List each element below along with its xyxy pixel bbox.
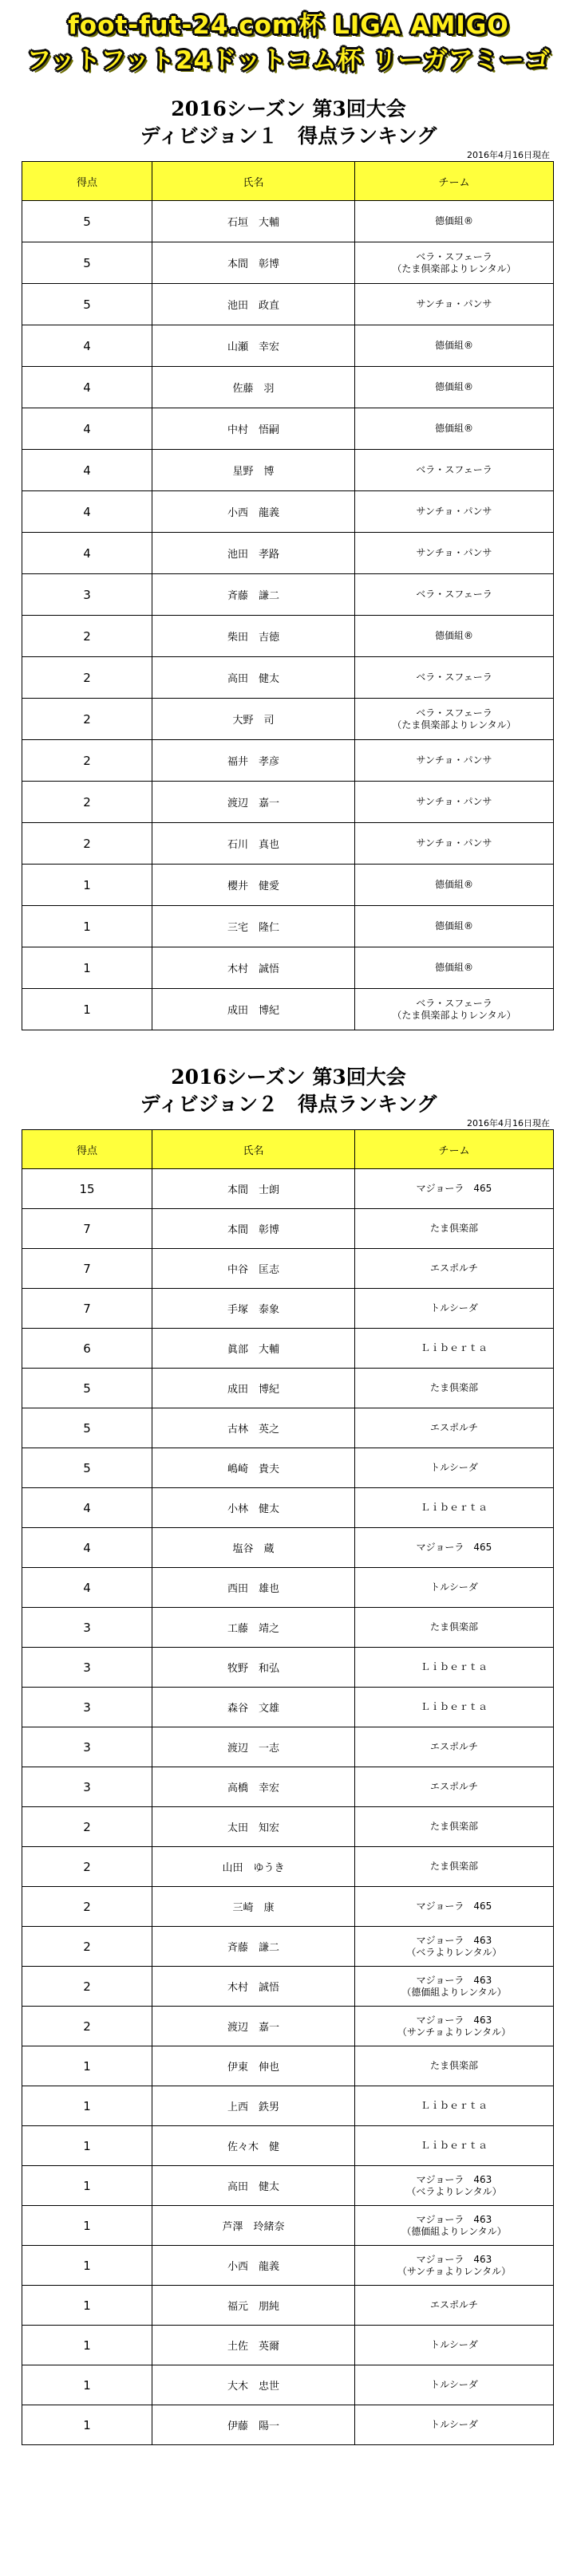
- points-cell: 4: [22, 1528, 152, 1568]
- team-name: 德価組®: [434, 423, 473, 434]
- points-cell: 1: [22, 2046, 152, 2086]
- points-cell: 2: [22, 1887, 152, 1927]
- points-cell: 3: [22, 1727, 152, 1767]
- table-row: [22, 533, 554, 574]
- table-row: [22, 906, 554, 947]
- table-row: [22, 1847, 554, 1887]
- table-row: [22, 2286, 554, 2326]
- table-row: [22, 2007, 554, 2046]
- team-name: マジョーラ 465: [416, 1183, 492, 1194]
- points-cell: 2: [22, 823, 152, 865]
- points-cell: 2: [22, 1967, 152, 2007]
- team-name: 德価組®: [434, 920, 473, 932]
- table-row: [22, 325, 554, 367]
- table-row: [22, 1608, 554, 1648]
- team-name: サンチョ・パンサ: [416, 547, 492, 558]
- team-name: たま倶楽部: [429, 1621, 478, 1633]
- team-name: ベラ・スフェーラ: [416, 464, 492, 475]
- team-name: サンチョ・パンサ: [416, 796, 492, 807]
- table-row: [22, 782, 554, 823]
- team-cell: [355, 2365, 554, 2405]
- player-name-cell: 成田 博紀: [152, 989, 355, 1030]
- player-name-cell: 手塚 泰象: [152, 1289, 355, 1329]
- team-cell: [355, 1488, 554, 1528]
- player-name-cell: 森谷 文雄: [152, 1688, 355, 1727]
- team-cell: [355, 408, 554, 450]
- team-name: マジョーラ 465: [416, 1542, 492, 1553]
- points-cell: 1: [22, 906, 152, 947]
- table-row: [22, 1568, 554, 1608]
- team-cell: [355, 657, 554, 699]
- table-row: [22, 408, 554, 450]
- points-cell: 2: [22, 1807, 152, 1847]
- team-name: トルシーダ: [430, 1302, 478, 1314]
- team-cell: [355, 1568, 554, 1608]
- team-name: トルシーダ: [430, 2379, 478, 2390]
- team-cell: [355, 1209, 554, 1249]
- player-name-cell: 石川 真也: [152, 823, 355, 865]
- team-cell: [355, 1807, 554, 1847]
- header-points: 得点: [22, 1130, 152, 1169]
- player-name-cell: 高橋 幸宏: [152, 1767, 355, 1807]
- team-cell: [355, 2206, 554, 2246]
- team-rental-note: （ベラよりレンタル）: [406, 2185, 502, 2197]
- team-name: マジョーラ 465: [416, 1900, 492, 1912]
- team-name: ベラ・スフェーラ: [416, 707, 492, 719]
- player-name-cell: 木村 誠悟: [152, 947, 355, 989]
- points-cell: 6: [22, 1329, 152, 1369]
- points-cell: 3: [22, 1608, 152, 1648]
- header-name: 氏名: [152, 1130, 355, 1169]
- header-name: 氏名: [152, 162, 355, 201]
- table-row: [22, 2206, 554, 2246]
- points-cell: 3: [22, 1648, 152, 1688]
- team-cell: [355, 2326, 554, 2365]
- points-cell: 5: [22, 242, 152, 284]
- team-name: ベラ・スフェーラ: [416, 250, 492, 262]
- banner-title-line1: foot-fut-24.com杯 LIGA AMIGO: [68, 11, 509, 40]
- team-cell: [355, 1169, 554, 1209]
- points-cell: 2: [22, 657, 152, 699]
- table-row: [22, 1967, 554, 2007]
- points-cell: 7: [22, 1249, 152, 1289]
- points-cell: 3: [22, 1688, 152, 1727]
- player-name-cell: 本間 士朗: [152, 1169, 355, 1209]
- points-cell: 7: [22, 1209, 152, 1249]
- points-cell: 5: [22, 201, 152, 242]
- team-cell: [355, 1847, 554, 1887]
- team-cell: [355, 1448, 554, 1488]
- table-row: [22, 1488, 554, 1528]
- team-cell: [355, 2166, 554, 2206]
- division2-date-stamp: 2016年4月16日現在: [467, 1118, 550, 1128]
- table-row: [22, 201, 554, 242]
- team-cell: [355, 1329, 554, 1369]
- player-name-cell: 福元 朋純: [152, 2286, 355, 2326]
- team-name: マジョーラ 463: [416, 2253, 492, 2265]
- team-cell: [355, 823, 554, 865]
- division2-table-body: [22, 1169, 554, 2445]
- team-rental-note: （たま倶楽部よりレンタル）: [392, 719, 516, 731]
- points-cell: 4: [22, 533, 152, 574]
- team-cell: [355, 1688, 554, 1727]
- header-row: [22, 1130, 554, 1169]
- team-name: 德価組®: [434, 340, 473, 351]
- table-row: [22, 1807, 554, 1847]
- player-name-cell: 斉藤 謙二: [152, 574, 355, 616]
- header-points: 得点: [22, 162, 152, 201]
- table-row: [22, 1688, 554, 1727]
- team-name: マジョーラ 463: [416, 2213, 492, 2225]
- team-cell: [355, 782, 554, 823]
- points-cell: 1: [22, 947, 152, 989]
- points-cell: 1: [22, 2166, 152, 2206]
- team-name: エスポルチ: [429, 1741, 478, 1752]
- player-name-cell: 中谷 匡志: [152, 1249, 355, 1289]
- table-row: [22, 2326, 554, 2365]
- team-name: トルシーダ: [430, 2339, 478, 2350]
- division2-heading: [0, 1064, 577, 1118]
- player-name-cell: 大野 司: [152, 699, 355, 740]
- player-name-cell: 塩谷 蔵: [152, 1528, 355, 1568]
- table-row: [22, 2086, 554, 2126]
- points-cell: 5: [22, 1408, 152, 1448]
- table-row: [22, 699, 554, 740]
- player-name-cell: 嶋崎 貴夫: [152, 1448, 355, 1488]
- team-name: サンチョ・パンサ: [416, 837, 492, 849]
- team-cell: [355, 865, 554, 906]
- points-cell: 2: [22, 2007, 152, 2046]
- team-name: 德価組®: [434, 215, 473, 226]
- table-row: [22, 2126, 554, 2166]
- team-name: マジョーラ 463: [416, 1934, 492, 1946]
- table-row: [22, 1249, 554, 1289]
- team-name: 德価組®: [434, 630, 473, 641]
- team-name: エスポルチ: [429, 1422, 478, 1433]
- player-name-cell: 佐藤 羽: [152, 367, 355, 408]
- team-name: Ｌｉｂｅｒｔａ: [420, 1502, 488, 1513]
- player-name-cell: 星野 博: [152, 450, 355, 491]
- team-cell: [355, 2405, 554, 2445]
- team-cell: [355, 325, 554, 367]
- table-row: [22, 1767, 554, 1807]
- table-row: [22, 2365, 554, 2405]
- team-rental-note: （ベラよりレンタル）: [406, 1946, 502, 1958]
- division1-heading: [0, 96, 577, 150]
- player-name-cell: 木村 誠悟: [152, 1967, 355, 2007]
- team-cell: [355, 2046, 554, 2086]
- points-cell: 5: [22, 284, 152, 325]
- player-name-cell: 山田 ゆうき: [152, 1847, 355, 1887]
- table-row: [22, 1448, 554, 1488]
- team-cell: [355, 1528, 554, 1568]
- division1-title-line1: 2016シーズン 第3回大会: [171, 97, 406, 120]
- banner: [0, 0, 577, 96]
- table-row: [22, 1369, 554, 1408]
- team-name: マジョーラ 463: [416, 2014, 492, 2026]
- player-name-cell: 石垣 大輔: [152, 201, 355, 242]
- table-row: [22, 284, 554, 325]
- points-cell: 4: [22, 408, 152, 450]
- player-name-cell: 池田 孝路: [152, 533, 355, 574]
- table-row: [22, 989, 554, 1030]
- table-row: [22, 1648, 554, 1688]
- team-cell: [355, 2246, 554, 2286]
- team-name: たま倶楽部: [429, 1223, 478, 1234]
- table-row: [22, 1289, 554, 1329]
- team-cell: [355, 2286, 554, 2326]
- table-row: [22, 865, 554, 906]
- points-cell: 1: [22, 2405, 152, 2445]
- table-row: [22, 242, 554, 284]
- player-name-cell: 牧野 和弘: [152, 1648, 355, 1688]
- player-name-cell: 中村 悟嗣: [152, 408, 355, 450]
- table-row: [22, 491, 554, 533]
- team-name: ベラ・スフェーラ: [416, 997, 492, 1009]
- team-name: たま倶楽部: [429, 1821, 478, 1832]
- player-name-cell: 太田 知宏: [152, 1807, 355, 1847]
- team-cell: [355, 1927, 554, 1967]
- team-cell: [355, 450, 554, 491]
- team-cell: [355, 574, 554, 616]
- player-name-cell: 本間 彰博: [152, 1209, 355, 1249]
- points-cell: 2: [22, 1847, 152, 1887]
- player-name-cell: 西田 雄也: [152, 1568, 355, 1608]
- points-cell: 1: [22, 2086, 152, 2126]
- points-cell: 2: [22, 782, 152, 823]
- division2-section: [0, 1064, 577, 2445]
- points-cell: 1: [22, 2206, 152, 2246]
- division1-date-stamp: 2016年4月16日現在: [467, 150, 550, 160]
- player-name-cell: 斉藤 謙二: [152, 1927, 355, 1967]
- points-cell: 4: [22, 450, 152, 491]
- player-name-cell: 眞部 大輔: [152, 1329, 355, 1369]
- points-cell: 4: [22, 1568, 152, 1608]
- header-team: チーム: [355, 162, 554, 201]
- player-name-cell: 櫻井 健愛: [152, 865, 355, 906]
- team-rental-note: （たま倶楽部よりレンタル）: [392, 262, 516, 274]
- team-name: Ｌｉｂｅｒｔａ: [420, 1661, 488, 1672]
- points-cell: 15: [22, 1169, 152, 1209]
- player-name-cell: 本間 彰博: [152, 242, 355, 284]
- points-cell: 1: [22, 2126, 152, 2166]
- team-rental-note: （德価組よりレンタル）: [401, 2225, 507, 2237]
- table-row: [22, 2166, 554, 2206]
- player-name-cell: 高田 健太: [152, 2166, 355, 2206]
- points-cell: 4: [22, 325, 152, 367]
- division2-table: [22, 1129, 554, 2445]
- division1-section: [0, 96, 577, 1030]
- table-row: [22, 1887, 554, 1927]
- points-cell: 3: [22, 574, 152, 616]
- player-name-cell: 小西 龍義: [152, 491, 355, 533]
- points-cell: 2: [22, 699, 152, 740]
- team-cell: [355, 201, 554, 242]
- team-rental-note: （サンチョよりレンタル）: [397, 2026, 512, 2038]
- player-name-cell: 池田 政直: [152, 284, 355, 325]
- team-cell: [355, 2126, 554, 2166]
- points-cell: 2: [22, 1927, 152, 1967]
- team-name: エスポルチ: [429, 1781, 478, 1792]
- points-cell: 7: [22, 1289, 152, 1329]
- team-cell: [355, 1369, 554, 1408]
- team-name: Ｌｉｂｅｒｔａ: [420, 2100, 488, 2111]
- team-name: たま倶楽部: [429, 1382, 478, 1393]
- player-name-cell: 大木 忠世: [152, 2365, 355, 2405]
- table-row: [22, 1528, 554, 1568]
- points-cell: 1: [22, 2326, 152, 2365]
- player-name-cell: 渡辺 嘉一: [152, 782, 355, 823]
- team-name: 德価組®: [434, 962, 473, 973]
- division1-table: [22, 161, 554, 1030]
- player-name-cell: 土佐 英爾: [152, 2326, 355, 2365]
- player-name-cell: 成田 博紀: [152, 1369, 355, 1408]
- team-cell: [355, 242, 554, 284]
- team-name: エスポルチ: [429, 1262, 478, 1274]
- header-team: チーム: [355, 1130, 554, 1169]
- points-cell: 1: [22, 865, 152, 906]
- team-cell: [355, 2007, 554, 2046]
- table-row: [22, 823, 554, 865]
- table-row: [22, 2046, 554, 2086]
- table-row: [22, 740, 554, 782]
- player-name-cell: 小西 龍義: [152, 2246, 355, 2286]
- team-name: たま倶楽部: [429, 2060, 478, 2071]
- team-cell: [355, 906, 554, 947]
- team-cell: [355, 1608, 554, 1648]
- table-row: [22, 1329, 554, 1369]
- team-name: エスポルチ: [429, 2299, 478, 2310]
- player-name-cell: 三宅 隆仁: [152, 906, 355, 947]
- table-row: [22, 367, 554, 408]
- player-name-cell: 工藤 靖之: [152, 1608, 355, 1648]
- table-row: [22, 1727, 554, 1767]
- team-name: トルシーダ: [430, 2419, 478, 2430]
- team-name: マジョーラ 463: [416, 1974, 492, 1986]
- header-row: [22, 162, 554, 201]
- team-cell: [355, 367, 554, 408]
- division2-title-line1: 2016シーズン 第3回大会: [171, 1065, 406, 1089]
- points-cell: 4: [22, 1488, 152, 1528]
- points-cell: 4: [22, 491, 152, 533]
- team-name: たま倶楽部: [429, 1861, 478, 1872]
- team-name: トルシーダ: [430, 1462, 478, 1473]
- team-cell: [355, 616, 554, 657]
- points-cell: 3: [22, 1767, 152, 1807]
- team-rental-note: （サンチョよりレンタル）: [397, 2265, 512, 2277]
- player-name-cell: 渡辺 一志: [152, 1727, 355, 1767]
- team-cell: [355, 1648, 554, 1688]
- team-name: Ｌｉｂｅｒｔａ: [420, 1342, 488, 1353]
- division2-title-line2: ディビジョン２ 得点ランキング: [140, 1093, 437, 1116]
- team-rental-note: （たま倶楽部よりレンタル）: [392, 1009, 516, 1021]
- player-name-cell: 柴田 吉徳: [152, 616, 355, 657]
- player-name-cell: 伊東 伸也: [152, 2046, 355, 2086]
- player-name-cell: 伊藤 陽一: [152, 2405, 355, 2445]
- team-cell: [355, 284, 554, 325]
- player-name-cell: 芦澤 玲緒奈: [152, 2206, 355, 2246]
- points-cell: 5: [22, 1369, 152, 1408]
- player-name-cell: 高田 健太: [152, 657, 355, 699]
- points-cell: 2: [22, 616, 152, 657]
- table-row: [22, 1169, 554, 1209]
- player-name-cell: 上西 鉄男: [152, 2086, 355, 2126]
- division1-table-body: [22, 201, 554, 1030]
- team-cell: [355, 989, 554, 1030]
- team-name: サンチョ・パンサ: [416, 506, 492, 517]
- team-name: Ｌｉｂｅｒｔａ: [420, 1701, 488, 1712]
- points-cell: 4: [22, 367, 152, 408]
- table-row: [22, 1408, 554, 1448]
- team-cell: [355, 1887, 554, 1927]
- team-cell: [355, 1727, 554, 1767]
- team-cell: [355, 740, 554, 782]
- team-name: サンチョ・パンサ: [416, 754, 492, 766]
- table-row: [22, 450, 554, 491]
- player-name-cell: 渡辺 嘉一: [152, 2007, 355, 2046]
- team-cell: [355, 533, 554, 574]
- table-row: [22, 1927, 554, 1967]
- team-name: トルシーダ: [430, 1581, 478, 1593]
- table-row: [22, 947, 554, 989]
- team-name: 德価組®: [434, 381, 473, 392]
- player-name-cell: 小林 健太: [152, 1488, 355, 1528]
- team-cell: [355, 1289, 554, 1329]
- table-row: [22, 1209, 554, 1249]
- division1-title-line2: ディビジョン１ 得点ランキング: [140, 124, 437, 148]
- team-cell: [355, 947, 554, 989]
- team-cell: [355, 1408, 554, 1448]
- points-cell: 1: [22, 2365, 152, 2405]
- points-cell: 1: [22, 2286, 152, 2326]
- player-name-cell: 山瀬 幸宏: [152, 325, 355, 367]
- table-row: [22, 2405, 554, 2445]
- team-name: 德価組®: [434, 879, 473, 890]
- points-cell: 1: [22, 2246, 152, 2286]
- team-cell: [355, 491, 554, 533]
- team-cell: [355, 1967, 554, 2007]
- table-row: [22, 657, 554, 699]
- team-name: ベラ・スフェーラ: [416, 672, 492, 683]
- player-name-cell: 古林 英之: [152, 1408, 355, 1448]
- player-name-cell: 福井 孝彦: [152, 740, 355, 782]
- team-name: サンチョ・パンサ: [416, 298, 492, 309]
- table-row: [22, 2246, 554, 2286]
- team-rental-note: （德価組よりレンタル）: [401, 1986, 507, 1998]
- team-cell: [355, 1767, 554, 1807]
- team-name: Ｌｉｂｅｒｔａ: [420, 2140, 488, 2151]
- table-row: [22, 616, 554, 657]
- team-name: マジョーラ 463: [416, 2173, 492, 2185]
- player-name-cell: 佐々木 健: [152, 2126, 355, 2166]
- points-cell: 5: [22, 1448, 152, 1488]
- table-row: [22, 574, 554, 616]
- team-cell: [355, 2086, 554, 2126]
- team-cell: [355, 699, 554, 740]
- points-cell: 2: [22, 740, 152, 782]
- team-name: ベラ・スフェーラ: [416, 589, 492, 600]
- player-name-cell: 三崎 康: [152, 1887, 355, 1927]
- points-cell: 1: [22, 989, 152, 1030]
- banner-title-line2: フットフット24ドットコム杯 リーガアミーゴ: [26, 46, 551, 75]
- team-cell: [355, 1249, 554, 1289]
